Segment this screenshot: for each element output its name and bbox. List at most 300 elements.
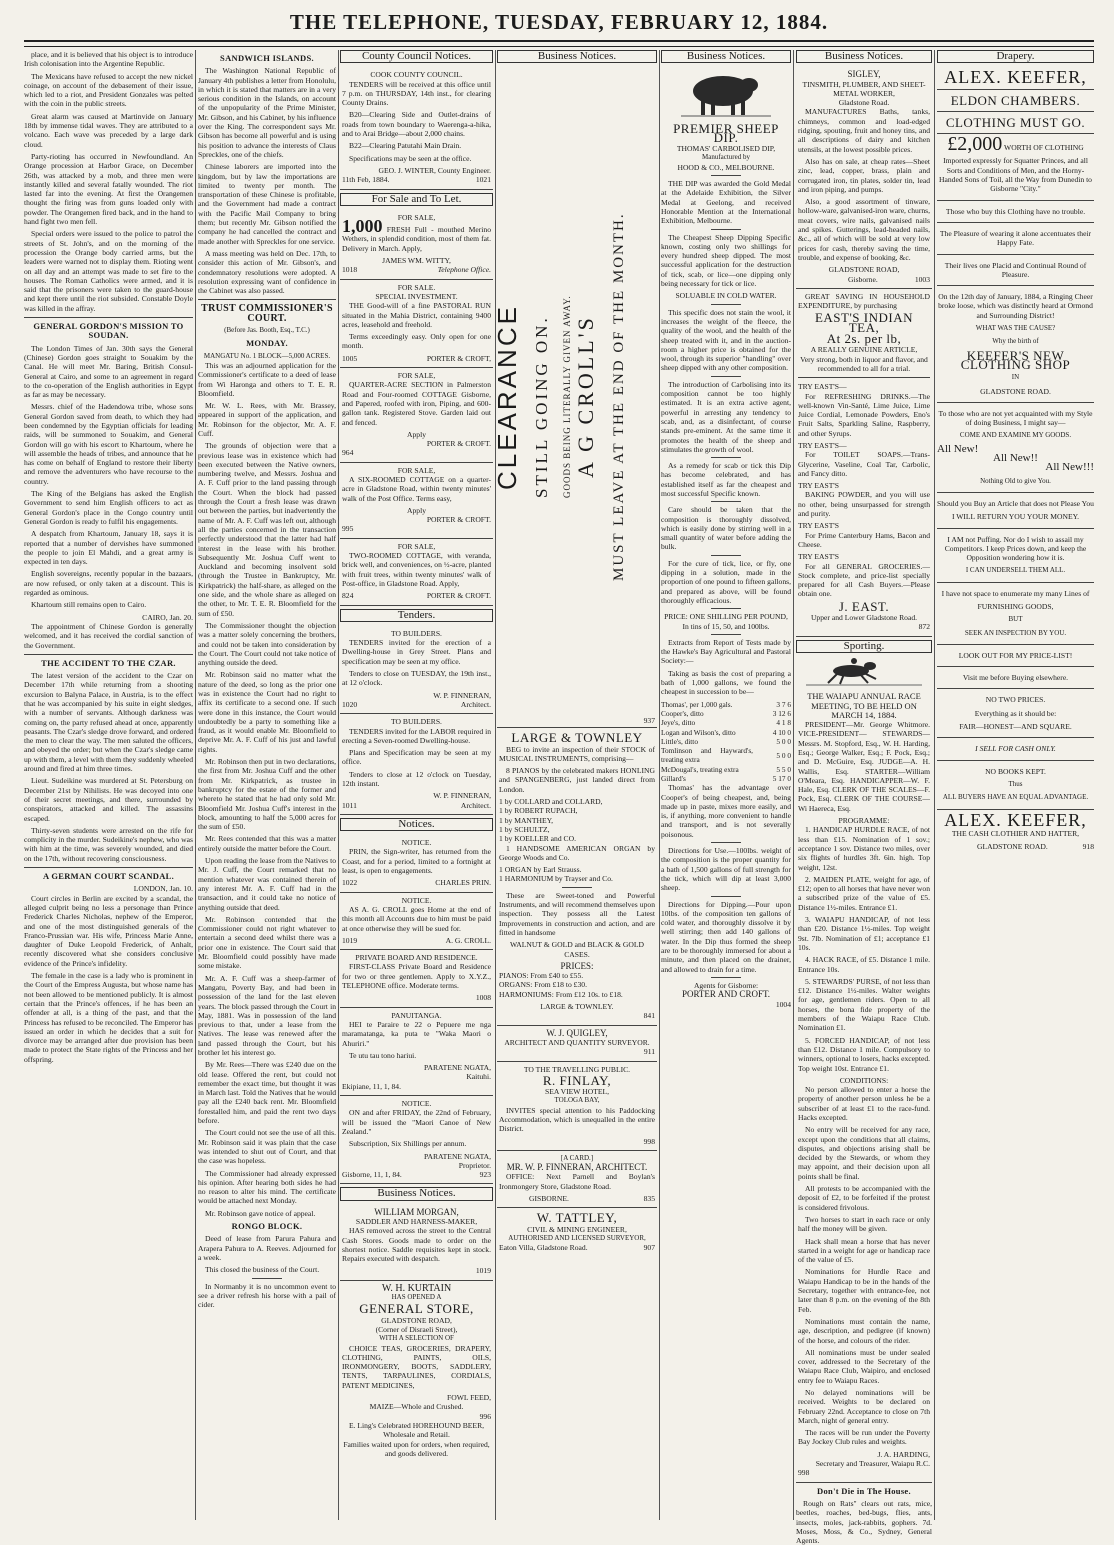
ad-text: FIRST-CLASS Private Board and Residence for two or three gentlemen. Apply to X.Y.Z., TELEPHONE office. Moderate terms. <box>342 962 491 991</box>
ad-private-board <box>340 950 493 1007</box>
ad-text: BAKING POWDER, and you will use no other, being unsurpassed for strength and purity. <box>798 490 930 519</box>
ad-title: W. TATTLEY, <box>536 1210 618 1226</box>
ad-title: PANUITANGA. <box>391 1010 442 1020</box>
ad-text: Te utu tau tono hariui. <box>349 1050 417 1060</box>
ad-number: 1011 <box>342 800 357 810</box>
ad-price: ORGANS: From £18 to £30. <box>499 980 587 990</box>
ad-number: 1019 <box>475 1266 491 1276</box>
ad-text: TRY EAST'S <box>798 552 839 562</box>
cost-name: McDougal's, treating extra <box>661 764 739 774</box>
news-column-1 <box>24 50 193 1520</box>
drapery-column <box>937 50 1094 1520</box>
news-paragraph: Party-rioting has occurred in Newfoundland. An Orange procession at Harbor Grace, on December 26th, was attacked by a mob, and three men were instantly killed and several fatally wounded. The riot lasted far into the evening. At first the Orangemen thought the firing was from guns loaded only with powder. The Orangemen fired back, and in the hand to hand fight two men fell. <box>24 151 193 227</box>
ad-signature: J. A. HARDING, <box>877 1449 930 1459</box>
race-condition: No person allowed to enter a horse the property of another person unless he be a subscriber of at least £1 to the race-fund. Hacks excepted. <box>798 1085 930 1122</box>
divider <box>711 896 741 897</box>
keefer-text: Those who buy this Clothing have no trouble. <box>945 206 1086 216</box>
news-paragraph: The Mexicans have refused to accept the new nickel coinage, on account of the debasement of their issue, which led to a riot, and President Gonzales was pelted with the coin in the public streets. <box>24 71 193 109</box>
ad-text: TRY EAST'S <box>798 481 839 491</box>
ad-number: 841 <box>643 1011 655 1021</box>
ad-subtitle: HAS OPENED A <box>391 1293 442 1302</box>
ad-number: 923 <box>479 1170 491 1180</box>
race-entry: 5. STEWARDS' PURSE, of not less than £12. Distance 1½-miles. Walter weights for age, gentlemen riders. Open to all horses, the bona fide property of the members of the Waiapu Race Club. Nomination £1. <box>798 976 930 1033</box>
notices-column <box>340 50 493 1520</box>
ad-text: For REFRESHING DRINKS.—The well-known Vin-Santé, Lime Juice, Lime Juice Cordial, Lemonade Powders, Eno's Fruit Salts, Sparkling Saline, Raspberry, and other Syrups. <box>798 391 930 438</box>
ad-text: Specifications may be seen at the office. <box>349 153 472 163</box>
ad-subtitle: PRICES: <box>560 960 594 971</box>
keefer-new-shop: KEEFER'S NEW CLOTHING SHOP <box>960 347 1071 372</box>
ad-title: EAST'S INDIAN TEA, <box>814 310 914 335</box>
ad-title: NOTICE. <box>401 838 432 848</box>
ad-subtitle: TO THE TRAVELLING PUBLIC. <box>523 1064 631 1074</box>
ad-subtitle: THOMAS' CARBOLISED DIP, <box>676 144 776 154</box>
keefer-text: I AM not Puffing. Nor do I wish to assail my Competitors. I keep Prices down, and keep the Opposition wondering how it is. <box>944 534 1087 563</box>
ad-title: FOR SALE, <box>397 465 436 475</box>
ad-number: 911 <box>643 1047 655 1057</box>
ad-price: At 2s. per lb, <box>826 331 902 347</box>
news-paragraph: Mr. A. F. Cuff was a sheep-farmer of Mangatu, Poverty Bay, and had been in possession of the land for the last eleven years. The block passed through the Court in May, 1881. Was in possession of the land previous to that, under a lease from the Natives. The lease was renewed after the land passed through the Court, but his brother let his interest go. <box>198 973 336 1057</box>
keefer-worth: WORTH OF CLOTHING <box>1004 143 1084 153</box>
ad-text: Also has on sale, at cheap rates—Sheet zinc, lead, copper, brass, plain and corrugated iron, tin plates, solder tin, lead and iron piping, and pumps. <box>798 156 930 194</box>
ad-text: Families waited upon for orders, when required, and goods delivered. <box>343 1439 490 1458</box>
cost-value: 4 1 8 <box>776 718 791 728</box>
race-condition: No delayed nominations will be received. Weights to be declared on February 22nd. Acceptance to close on 7th March, night of general entry. <box>798 1388 930 1425</box>
ad-tender-dwelling <box>340 626 493 714</box>
ad-text: The Cheapest Sheep Dipping Specific known, costing only two shillings for every hundred sheep dipped. The most successful application for the destruction of tick, scab, or lice—one dipping only being necessary for tick or lice. <box>661 232 791 289</box>
cost-name: Gillard's <box>661 774 686 783</box>
ad-waiapu-race <box>796 689 932 1482</box>
ad-role: Kaituhi. <box>466 1072 491 1082</box>
ad-text: Care should be taken that the composition is thoroughly dissolved, which is easily done by stirring well in a small quantity of water before adding the bulk. <box>661 505 791 552</box>
ad-text: B20—Clearing Side and Outlet-drains of roads from town boundary to Waerenga-a-hika, and to Arai Bridge—about 2,000 chains. <box>342 110 491 139</box>
ad-sigley <box>796 67 932 289</box>
clearance-title: CLEARANCE <box>492 304 522 491</box>
keefer-text: NO BOOKS KEPT. <box>985 766 1046 776</box>
ad-text: The introduction of Carbolising into its composition cannot be too highly estimated. It is an extra active agent, powerful in arresting any tendency to scab, and, as a disinfectant, of course stands pre-eminent. At the same time it promotes the health of the sheep and stimulates the growth of wool. <box>661 379 791 454</box>
ad-text: FRESH Full - mouthed Merino Wethers, in splendid condition, most of them fat. Delivery in March. Apply, <box>342 225 491 253</box>
keefer-text: I CAN UNDERSELL THEM ALL. <box>965 566 1066 575</box>
ad-text: Directions for Use.—100lbs. weight of the composition is the proper quantity for a bath of 1,500 gallons of full strength for the tick, which will dip at least 3,000 sheep. <box>661 846 791 893</box>
ad-number: 872 <box>918 622 930 632</box>
ad-text: Thomas' has the advantage over Cooper's of being cheapest, and, being made up in paste, mixes more easily, and is, if anything, more convenient to handle and transport, and is not severally poisonous. <box>661 783 791 839</box>
dateline: CAIRO, Jan. 20. <box>142 612 193 622</box>
ad-quigley <box>497 1026 657 1062</box>
news-paragraph: A despatch from Khartoum, January 18, says it is reported that a number of dervishes have summoned the people to join El Mahdi, and a great army is expected in ten days. <box>24 529 193 567</box>
ad-title: SIGLEY, <box>847 69 881 80</box>
ad-role: Proprietor. <box>458 1160 491 1170</box>
ad-subtitle: Agents for Gisborne: <box>693 980 759 990</box>
business-column-2 <box>661 50 791 1520</box>
section-header-business: Business Notices. <box>497 50 657 63</box>
news-paragraph: Mr. W. L. Rees, with Mr. Brassey, appeared in support of the application, and Mr. Robinson for the objector, Mr. A. F. Cuff. <box>198 401 336 438</box>
news-paragraph: Mr. Robinson then put in two declarations, the first from Mr. Joshua Cuff and the other from Mr. Kirkpatrick, as trustee in bankruptcy for the estate of the former and whereto he stated that he had only sold Mr. Bloomfield Mr. Joshua Cuff's interest in the block, amounting to half the 5,000 acres for the sum of £50. <box>198 757 336 832</box>
race-condition: All nominations must be under sealed cover, addressed to the Secretary of the Waiapu Race Club, Waipiro, and enclosed entry fee to Waiapu Races. <box>798 1347 930 1385</box>
news-paragraph: This was an adjourned application for the Commissioner's certificate to a deed of lease from Wi Haronga and others to T. E. R. Bloomfield. <box>198 360 336 398</box>
cost-name: Thomas', per 1,000 gals. <box>661 699 733 709</box>
ad-signature: CHARLES PRIN. <box>435 878 491 888</box>
ad-subtitle: [A CARD.] <box>560 1153 594 1162</box>
news-paragraph: Court circles in Berlin are excited by a scandal, the alleged culprit being no less a personage than Prince Frederick Charles Nicholas, nephew of the Emperor, and one of the most distinguished generals of the Franco-Prussian war. His wife, Princess Marie Anne, daughter of Duke Leopold Frederick, of Anhalt, recently discovered what she considers conclusive evidence of the Prince's infidelity. <box>24 893 193 968</box>
ad-text: Subscription, Six Shillings per annum. <box>349 1139 467 1149</box>
ad-text: E. Ling's Celebrated HOREHOUND BEER, Wholesale and Retail. <box>348 1420 485 1440</box>
cost-value: 4 10 0 <box>772 727 791 737</box>
keefer-text: COME AND EXAMINE MY GOODS. <box>959 431 1072 440</box>
divider <box>798 377 930 378</box>
business-column-3 <box>796 50 932 1545</box>
article-heading: A GERMAN COURT SCANDAL. <box>42 871 175 882</box>
keefer-text: BUT <box>1008 615 1023 624</box>
ad-text: WALNUT & GOLD and BLACK & GOLD CASES. <box>509 940 644 959</box>
ad-signature: PARATENE NGATA, <box>423 1151 491 1161</box>
ad-number: 1005 <box>342 353 358 363</box>
news-paragraph: Mr. Robinson contended that the Commissioner could not right whatever to entertain a second deed whilst there was a prior one in existence. The Court said that Mr. Bloomfield could possibly have made some mistake. <box>198 914 336 971</box>
ad-text: PRIN, the Sign-writer, has returned from the Coast, and for a period, limited to a fortnight at least, is open to engagements. <box>342 847 491 876</box>
ad-text: Taking as basis the cost of preparing a bath of 1,000 gallons, we found the cheapest in succession to be— <box>661 668 791 697</box>
news-paragraph: Khartoum still remains open to Cairo. <box>31 600 147 610</box>
clearance-croll: A G CROLL'S <box>573 315 598 479</box>
ad-finneran <box>497 1151 657 1208</box>
ad-text: This specific does not stain the wool, it increases the weight of the fleece, the quality of the wool, and the health of the sheep treated with it, and in the auction-room a higher price is obtained for the wool, through its superior "handling" over sheep dipped with any other composition. <box>661 307 791 373</box>
ad-title: THE WAIAPU ANNUAL RACE MEETING, TO BE HELD ON MARCH 14, 1884. <box>807 691 921 720</box>
race-entry: 1. HANDICAP HURDLE RACE, of not less than £15. Nomination of 1 sov.; acceptance 1 sov. Distance two miles, over six flights of hurdles 3ft. 6in. high. Top weight, 12st. <box>798 825 930 872</box>
news-column-2 <box>198 50 336 1520</box>
ad-signature: JAMES WM. WITTY, <box>382 256 451 266</box>
ad-signature: W. P. FINNERAN, <box>433 690 491 700</box>
article-heading: MONDAY. <box>246 338 288 349</box>
article-heading: RONGO BLOCK. <box>231 1221 303 1232</box>
ad-six-roomed-cottage <box>340 463 493 539</box>
ad-text: TENDERS will be received at this office until 7 p.m. on THURSDAY, 14th inst., for clearing County Drains. <box>342 79 491 108</box>
divider <box>937 737 1094 738</box>
column-rule <box>934 50 935 1520</box>
ad-text: TENDERS invited for the erection of a Dwelling-house in Grey Street. Plans and specification may be seen at my office. <box>342 638 491 666</box>
ad-croll-clearance <box>492 67 657 728</box>
news-paragraph: Deed of lease from Parura Pahura and Arapera Pahura to A. Reeves. Adjourned for a week. <box>198 1234 336 1262</box>
section-header-tenders: Tenders. <box>340 609 493 622</box>
ad-maori-canoe <box>340 1096 493 1184</box>
keefer-text: To those who are not yet acquainted with my Style of doing Business, I might say— <box>938 408 1093 428</box>
ad-text: TRY EAST'S <box>798 521 839 531</box>
news-paragraph: English sovereigns, recently popular in the bazaars, are now refused, or only taken at a discount. This is regarded as ominous. <box>24 569 193 598</box>
masthead-title: THE TELEPHONE, TUESDAY, FEBRUARY 12, 1884. <box>289 10 829 34</box>
ad-number: 1004 <box>775 999 791 1009</box>
ad-text: 1 by SCHULTZ, <box>499 824 550 834</box>
news-paragraph: Mr. Robinson gave notice of appeal. <box>205 1208 316 1218</box>
ad-address: (Corner of Disraeli Street), <box>375 1324 458 1334</box>
race-entry: 5. FORCED HANDICAP, of not less than £12. Distance 1 mile. Compulsory to winners, optional to losers, hacks excepted. Top weight 10st. Entrance £1. <box>798 1035 931 1073</box>
news-paragraph: Mr. Robinson said no matter what the nature of the deed, so long as the prior one was in existence the Court had no right to affix its certificate to a second one. If such were done in this instance, the Court would undoubtedly be a party to something like a fraud, as it would enable Mr. Bloomfield to deprive Mr. A. F. Cuff of his just and lawful rights. <box>198 670 336 754</box>
column-rule <box>793 50 794 1520</box>
news-paragraph: The appointment of Chinese Gordon is generally welcomed, and it has received the cordial sanction of the Government. <box>24 621 193 650</box>
ad-title: PREMIER SHEEP DIP. <box>673 120 779 145</box>
ad-text: 8 PIANOS by the celebrated makers HONLING and SPANGENBERG, just landed direct from London. <box>499 766 655 794</box>
ad-text: MAIZE—Whole and Crushed. <box>369 1402 464 1412</box>
ad-text: TWO-ROOMED COTTAGE, with veranda, brick well, and conveniences, on ½-acre, planted with fruit trees, within twenty minutes' walk of Post-office, in Gladstone Road. Apply, <box>342 551 491 588</box>
cost-row <box>661 774 791 783</box>
keefer-text: I have not space to enumerate my many Lines of <box>941 588 1090 598</box>
cost-value: 5 0 0 <box>776 736 791 746</box>
news-paragraph: The Washington National Republic of January 4th publishes a letter from Honolulu, in which it is stated that matters are in a very serious condition in the Islands, on account of the unpopularity of the Prime Minister, Mr. Gibson, and his Cabinet, by his influence over the King. The correspondent says Mr. Gibson has become all powerful and is using his position to advance the interests of Claus Spreckles, one of the chiefs. <box>198 66 336 159</box>
section-header-notices: Notices. <box>340 818 493 831</box>
ad-number: 1019 <box>342 935 358 945</box>
keefer-road: GLADSTONE ROAD. <box>977 842 1048 852</box>
ad-number: 824 <box>342 591 354 601</box>
ad-address: Gladstone Road. <box>838 98 890 108</box>
cost-name: Tomlinson and Hayward's, treating extra <box>661 746 753 765</box>
ad-text: 1 by MANTHEY, <box>499 815 554 825</box>
keefer-clothing: CLOTHING MUST GO. <box>945 114 1086 130</box>
cost-value: 3 12 6 <box>772 708 791 718</box>
ad-address: TOLOGA BAY, <box>554 1096 600 1105</box>
news-paragraph: The Commissioner had already expressed his opinion. After hearing both sides he had no reason to alter his mind. The certificate would be attached next Monday. <box>198 1168 336 1206</box>
keefer-text: Should you Buy an Article that does not Please You <box>937 498 1094 508</box>
ad-merino-wethers <box>340 210 493 280</box>
ad-subtitle: WITH A SELECTION OF <box>379 1334 454 1343</box>
divider <box>937 666 1094 667</box>
ad-role: Architect. <box>460 800 491 810</box>
news-paragraph: Chinese laborers are imported into the kingdom, but by law the importations are limited to twenty per month. The transportation of these Chinese is profitable, and the Government had made a contract with the Pacific Mail Company to bring them; but recently Mr. Gibson notified the company he had cancelled the contract and made another with Spreckles for one service. <box>198 162 336 246</box>
race-condition: The races will be run under the Poverty Bay Jockey Club rules and weights. <box>798 1428 930 1447</box>
ad-address: GLADSTONE ROAD, <box>828 265 900 275</box>
ad-title: R. FINLAY, <box>542 1072 612 1088</box>
ad-text: Also, a good assortment of tinware, hollow-ware, galvanised-iron ware, churns, meat covers, wire nails, galvanised nails and spikes. Gutterings, lead-headed nails, &c., all of which will be sold at very low prices for cash, thereby saving the time, trouble, and expense of booking, &c. <box>798 197 931 262</box>
divider <box>24 867 193 868</box>
ad-text: 1 by KOELLER and CO. <box>499 834 576 844</box>
clearance-leave: MUST LEAVE AT THE END OF THE MONTH. <box>611 212 627 582</box>
ad-notice-croll <box>340 893 493 950</box>
keefer-text: I WILL RETURN YOU YOUR MONEY. <box>951 512 1080 522</box>
ad-text: For all GENERAL GROCERIES.—Stock complete, and price-list specially prepared for all Cash Buyers.—Please obtain one. <box>798 561 930 599</box>
ad-text: Directions for Dipping.—Pour upon 10lbs. of the composition ten gallons of cold water, and thoroughly dissolve it by well stirring; then add 140 gallons of water. In the Dip thus formed the sheep are to be thoroughly immersed for about a minute, and then placed on the drainer, and allowed to drain for a time. <box>661 899 791 974</box>
keefer-text: IN <box>1011 373 1020 382</box>
divider <box>198 299 336 300</box>
ad-tender-labor <box>340 714 493 815</box>
ad-text: Tenders to close at 12 o'clock on Tuesday, 12th instant. <box>342 769 491 788</box>
ad-title: WILLIAM MORGAN, <box>374 1206 459 1217</box>
ad-text: ARCHITECT AND QUANTITY SURVEYOR. <box>504 1037 650 1047</box>
divider <box>937 528 1094 529</box>
keefer-text: Imported expressly for Squatter Princes, and all Sorts and Conditions of Men, and the Horny-Handed Sons of Toil, all the Way from Dunedin to Gisborne "City." <box>939 156 1092 194</box>
news-paragraph: Great alarm was caused at Martinvide on January 18th by immense tidal waves. They are attributed to a volcano. Each wave was preceded by a large dark cloud. <box>24 111 193 149</box>
divider <box>711 175 741 176</box>
ad-text: CHOICE TEAS, GROCERIES, DRAPERY, CLOTHING, PAINTS, OILS, IRONMONGERY, BOOTS, SADDLERY, TENTS, TARPAULINES, CORDIALS, PATENT MEDICINES, <box>342 1343 491 1390</box>
ad-text: 1 by ROBERT RUPACH, <box>499 806 578 816</box>
cost-row <box>661 746 791 765</box>
sheep-illustration <box>661 67 791 119</box>
clearance-still: STILL GOING ON. <box>532 315 551 499</box>
masthead-rule <box>24 46 1094 47</box>
ad-signature: A. G. CROLL. <box>445 935 491 945</box>
divider <box>937 285 1094 286</box>
news-paragraph: The King of the Belgians has asked the English Government to send him English officers to act as General Gordon's place in the Congo country until General Gordon is ready to fulfil his engagements. <box>24 489 193 526</box>
ad-date: Gisborne, 11, 1, 84. <box>342 1170 402 1180</box>
article-heading: TRUST COMMISSIONER'S COURT. <box>201 303 333 324</box>
section-header-drapery: Drapery. <box>937 50 1094 63</box>
news-paragraph: The grounds of objection were that a previous lease was in existence which had been executed between the Native owners, numbering twelve, and Messrs. Joshua and A. F. Cuff prior to the land passing through the Court. When the block had passed through the Court a fresh lease was drawn out between the parties, but inadvertently the name of Mr. A. F. Cuff was left out, although all the parties concerned in the transaction perfectly understood that the latter had half interest in the lease with his brother. Subsequently Mr. Joshua Cuff went to Auckland and becoming insolvent sold (through the Trustee in Bankruptcy, Mr. Kirkpatrick) the half-share, as alleged on the one side, and the whole share as alleged on the other, to Mr. T. E. R. Bloomfield for the sum of £50. <box>198 441 336 618</box>
race-condition: All protests to be accompanied with the deposit of £2, to be forfeited if the protest is considered frivolous. <box>798 1184 930 1212</box>
keefer-text: Thus <box>1008 779 1023 788</box>
divider <box>937 582 1094 583</box>
divider <box>711 977 741 978</box>
ad-number: 998 <box>643 1136 655 1146</box>
ad-title: FOR SALE, <box>397 371 436 381</box>
news-paragraph: This closed the business of the Court. <box>205 1265 320 1275</box>
keefer-text: Their lives one Placid and Continual Round of Pleasure. <box>944 260 1087 279</box>
keefer-new-2: All New!! <box>993 452 1038 465</box>
news-paragraph: Mr. Rees contended that this was a matter entirely outside the matter before the Court. <box>198 834 336 853</box>
keefer-text: LOOK OUT FOR MY PRICE-LIST! <box>958 650 1073 660</box>
clearance-goods: GOODS BEING LITERALLY GIVEN AWAY. <box>562 295 572 499</box>
dateline: LONDON, Jan. 10. <box>133 884 193 894</box>
section-header-business: Business Notices. <box>340 1187 493 1200</box>
keefer-road: GLADSTONE ROAD. <box>980 386 1051 396</box>
ad-text: 1 ORGAN by Earl Strauss. <box>499 865 582 875</box>
ad-title: FOR SALE. <box>397 282 436 292</box>
ad-number: 964 <box>342 448 354 458</box>
cost-name: Logan and Wilson's, ditto <box>661 727 736 737</box>
cost-name: Cooper's, ditto <box>661 708 704 718</box>
ad-william-morgan <box>340 1205 493 1281</box>
ad-text: Rough on Rats" clears out rats, mice, beetles, roaches, bed-bugs, flies, ants, insects, moles, jack-rabbits, gophers. 7d. Moses, Moss, & Co., Sydney, General Agents. <box>796 1498 932 1545</box>
ad-subtitle: SEA VIEW HOTEL, <box>544 1087 610 1097</box>
divider <box>711 376 741 377</box>
divider <box>937 402 1094 403</box>
ad-text: OFFICE: Next Parnell and Boylan's Ironmongery Store, Gladstone Road. <box>499 1172 655 1191</box>
ad-signature: PORTER & CROFT. <box>426 515 491 525</box>
ad-signature: W. P. FINNERAN, <box>433 791 491 801</box>
ad-title: MR. W. P. FINNERAN, ARCHITECT. <box>506 1162 648 1173</box>
divider <box>937 200 1094 201</box>
ad-subtitle: CIVIL & MINING ENGINEER, <box>527 1224 627 1234</box>
divider <box>562 887 592 888</box>
ad-text: For TOILET SOAPS.—Trans-Glycerine, Vaseline, Coal Tar, Carbolic, and Fancy ditto. <box>798 450 930 478</box>
race-condition: Nominations must contain the name, age, description, and pedigree (if known) of the horse, and colours of the rider. <box>798 1316 930 1345</box>
ad-subtitle: CONDITIONS: <box>839 1075 889 1085</box>
news-paragraph: place, and it is believed that his object is to introduce Irish colonisation into the Argentine Republic. <box>24 50 193 69</box>
ad-text: TRY EAST'S— <box>798 382 847 392</box>
ad-subtitle: SPECIAL INVESTMENT. <box>375 291 458 301</box>
ad-text: These are Sweet-toned and Powerful Instruments, and will recommend themselves upon inspection. They possess all the Latest Improvements in construction and action, and are fitted in handsome <box>499 890 655 937</box>
ad-price: HARMONIUMS: From £12 10s. to £18. <box>499 989 623 999</box>
keefer-new-3: All New!!! <box>1045 461 1094 474</box>
keefer-text: SEEK AN INSPECTION BY YOU. <box>964 628 1067 637</box>
race-condition: Hack shall mean a horse that has never started in a weight for age or handicap race of the value of £5. <box>798 1236 930 1265</box>
article-heading: SANDWICH ISLANDS. <box>220 53 314 63</box>
article-heading: Don't Die in The House. <box>817 1485 911 1496</box>
ad-text: THE Good-will of a fine PASTORAL RUN situated in the Mahia District, containing 9400 acres, leasehold and freehold. <box>342 301 491 329</box>
keefer-chambers: ELDON CHAMBERS. <box>950 92 1081 108</box>
ad-text: B22—Clearing Patutahi Main Drain. <box>349 141 462 151</box>
ad-large-townley <box>497 728 657 1025</box>
column-rule <box>338 50 339 1520</box>
ad-signature: PORTER AND CROFT. <box>681 989 771 1000</box>
keefer-text: Why the birth of <box>992 337 1039 346</box>
ad-number: 937 <box>643 716 655 725</box>
ad-signature: LARGE & TOWNLEY. <box>540 1002 614 1012</box>
divider <box>711 634 741 635</box>
ad-text: BEG to invite an inspection of their STOCK of MUSICAL INSTRUMENTS, comprising— <box>499 744 655 763</box>
ad-signature: PORTER & CROFT. <box>426 439 491 449</box>
column-rule <box>659 50 660 1520</box>
ad-subtitle: TINSMITH, PLUMBER, AND SHEET-METAL WORKER, <box>802 79 926 98</box>
ad-address: GLADSTONE ROAD, <box>381 1315 452 1325</box>
keefer-name: ALEX. KEEFER, <box>944 809 1087 830</box>
ad-text: PRESIDENT—Mr. George Whitmore. VICE-PRESIDENT— STEWARDS—Messrs. M. Stopford, Esq., W. H. Harding, Esq.; George Walker, Esq.; F. Pock, Esq.; and D. McGuire, Esq. JUDGE—A. H. Wallis, Esq. STARTER—William O'Meara, Esq. HANDICAPPER—W. F. Hale, Esq. CLERK OF THE SCALES—F. Pock, Esq. CLERK OF THE COURSE—Wi Haereca, Esq. <box>798 720 930 813</box>
cost-value: 5 5 0 <box>776 764 791 774</box>
ad-text: For Prime Canterbury Hams, Bacon and Cheese. <box>798 530 930 549</box>
ad-text: FOWL FEED, <box>446 1393 491 1403</box>
article-heading: THE ACCIDENT TO THE CZAR. <box>41 657 176 668</box>
ad-number: 998 <box>798 1468 810 1478</box>
ad-signature: PORTER & CROFT, <box>426 353 491 363</box>
keefer-text: WHAT WAS THE CAUSE? <box>975 324 1056 333</box>
race-entry: 3. WAIAPU HANDICAP, of not less than £20. Distance 1½-miles. Top weight 9st. 7lb. Nomination of £1; acceptance £1 10s. <box>798 915 930 952</box>
ad-date: 11th Feb, 1884. <box>342 175 390 185</box>
ad-number: 835 <box>643 1194 655 1204</box>
divider <box>711 555 741 556</box>
ad-text: Terms exceedingly easy. Only open for one month. <box>342 332 491 351</box>
cost-name: Little's, ditto <box>661 736 698 746</box>
keefer-text: ALL BUYERS HAVE AN EQUAL ADVANTAGE. <box>942 793 1089 802</box>
column-rule <box>495 50 496 1520</box>
section-header-sporting: Sporting. <box>796 640 932 653</box>
divider <box>937 688 1094 689</box>
keefer-text: THE CASH CLOTHIER AND HATTER, <box>951 828 1080 838</box>
column-rule <box>195 50 196 1520</box>
ad-signature: PARATENE NGATA, <box>423 1063 491 1073</box>
ad-title: NOTICE. <box>401 1099 432 1109</box>
keefer-text: Visit me before Buying elsewhere. <box>962 673 1069 683</box>
ad-address: Eaton Villa, Gladstone Road. <box>499 1243 588 1253</box>
divider <box>711 842 741 843</box>
divider <box>937 760 1094 761</box>
race-condition: No entry will be received for any race, except upon the conditions that all claims, disputes, and objections arising shall be decided by the Stewards, or whom they may appoint, and their decision upon all points shall be final. <box>798 1125 930 1181</box>
section-header-for-sale: For Sale and To Let. <box>340 193 493 206</box>
keefer-new-1: All New! <box>937 442 979 455</box>
cost-row <box>661 709 791 718</box>
ad-title: COOK COUNTY COUNCIL. <box>370 70 463 80</box>
divider <box>711 229 741 230</box>
cost-row <box>661 718 791 727</box>
news-paragraph: The London Times of Jan. 30th says the General (Chinese) Gordon goes straight to Souakim by the Canal. He will meet Mr. Baring, British Consul-General at Cairo, and some to an agreement in regard to the co-operation of the English authorities in Egypt as far as may be necessary. <box>24 343 193 400</box>
cost-value: 5 0 0 <box>776 750 791 760</box>
ad-subtitle: SOLUABLE IN COLD WATER. <box>675 291 777 301</box>
cost-table <box>661 700 791 784</box>
ad-text: Extracts from Report of Tests made by the Hawke's Bay Agricultural and Pastoral Society:— <box>661 637 791 666</box>
ad-finlay <box>497 1062 657 1151</box>
ad-panuitanga <box>340 1008 493 1096</box>
section-header-business: Business Notices. <box>661 50 791 63</box>
ad-address: Upper and Lower Gladstone Road. <box>810 613 918 623</box>
ad-subtitle: Manufactured by <box>701 153 750 162</box>
keefer-text: I SELL FOR CASH ONLY. <box>975 744 1056 754</box>
cost-value: 3 7 6 <box>776 699 791 709</box>
news-paragraph: Messrs. chief of the Hadendowa tribe, whose sons General Gordon saved from death, to which they had been condemned by the Egyptian officials for leading raids, will be summoned to Souakim, and General Gordon will go with his escort to Khartoum, where he will assemble the heads of tribes, and announce that he has come on behalf of England to restore their liberty and remove the adventurers who have recourse to the country. <box>24 402 193 486</box>
section-header-business: Business Notices. <box>796 50 932 63</box>
cost-row <box>661 728 791 737</box>
divider <box>24 317 193 318</box>
ad-role: Architect. <box>460 699 491 709</box>
ad-signature: PORTER & CROFT. <box>426 591 491 601</box>
divider <box>937 89 1094 90</box>
ad-text: A SIX-ROOMED COTTAGE on a quarter-acre in Gladstone Road, within twenty minutes' walk of the Post Office. Terms easy, <box>342 474 491 503</box>
ad-text: 1 by COLLARD and COLLARD, <box>499 797 603 807</box>
ad-text: Very strong, both in liquor and flavor, and recommended to all for a trial. <box>800 354 928 373</box>
race-entry: 4. HACK RACE, of £5. Distance 1 mile. Entrance 10s. <box>798 955 930 974</box>
news-paragraph: By Mr. Rees—There was £240 due on the old lease. Offered the rent, but could not remember the exact time, but thought it was in March last. Told the Natives that he would pay all the £240 back rent. Mr. Bloomfield forestalled him, and paid the rent two days before. <box>198 1060 336 1126</box>
case-title: MANGATU No. 1 BLOCK—5,000 ACRES. <box>203 351 331 360</box>
news-paragraph: Upon reading the lease from the Natives to Mr. J. Cuff, the Court remarked that no mention whatever was contained therein of any interest Mr. A. F. Cuff had in the transaction, and it could take no notice of anything outside that deed. <box>198 856 336 912</box>
